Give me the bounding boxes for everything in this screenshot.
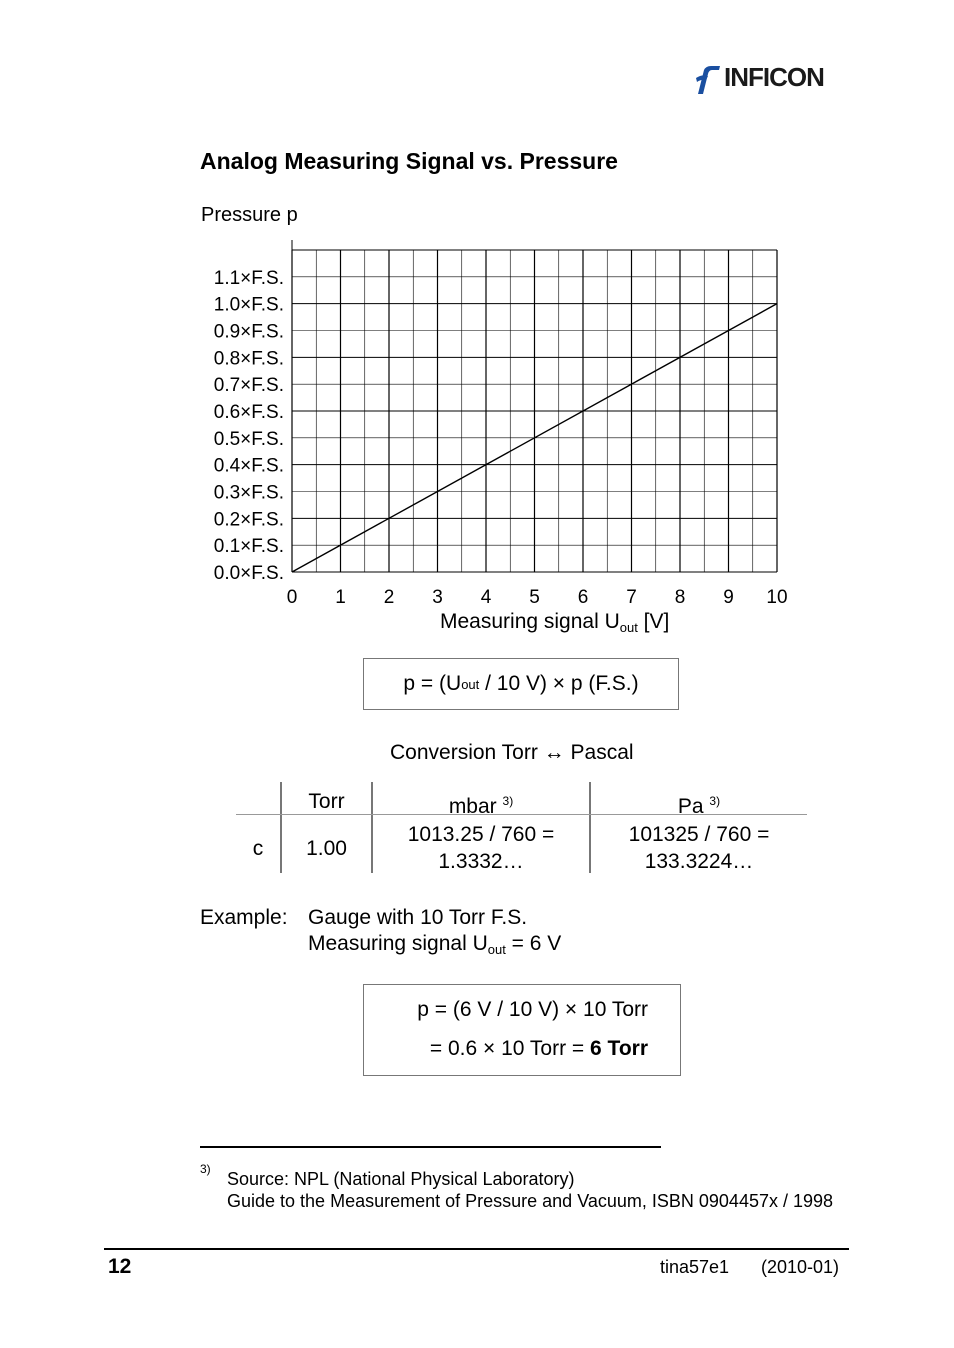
header-torr: Torr (308, 790, 345, 813)
x-tick-label: 9 (723, 587, 734, 608)
header-pa (591, 788, 807, 820)
mbar-line2: 1.3332… (438, 850, 524, 873)
header-pa-label: Pa (677, 795, 704, 818)
x-tick-label: 6 (577, 587, 589, 608)
y-tick-label: 0.9×F.S. (213, 321, 284, 343)
footer-rule (104, 1248, 849, 1250)
footnote-text (227, 1168, 837, 1212)
header-mbar (373, 788, 589, 820)
y-tick-label: 1.1×F.S. (213, 267, 284, 289)
formula-suffix: / 10 V) × p (F.S.) (479, 672, 639, 695)
header-mbar-label: mbar (448, 795, 497, 818)
y-tick-label: 0.5×F.S. (213, 428, 284, 450)
footnote-line2: Guide to the Measurement of Pressure and Vacuum, ISBN 0904457x / 1998 (227, 1191, 834, 1211)
footnote-line1: Source: NPL (National Physical Laboratory) (227, 1169, 575, 1189)
document-id: tina57e1 (660, 1257, 730, 1277)
y-tick-label: 0.7×F.S. (213, 375, 284, 397)
result-line1: p = (6 V / 10 V) × 10 Torr (417, 998, 648, 1021)
result-line2 (430, 1037, 648, 1061)
result-box (363, 984, 681, 1076)
conversion-title: Conversion Torr ↔ Pascal (390, 741, 634, 764)
x-title-main: Measuring signal U (440, 610, 620, 633)
mbar-value (373, 821, 589, 875)
example-line2-prefix: Measuring signal U (308, 932, 488, 955)
formula-prefix: p = (U (403, 672, 462, 695)
logo-text: INFICON (724, 62, 824, 92)
y-tick-label: 0.6×F.S. (213, 402, 284, 423)
y-tick-label: 0.0×F.S. (213, 563, 284, 584)
pa-line2: 133.3224… (644, 850, 754, 873)
section-title: Analog Measuring Signal vs. Pressure (200, 148, 618, 174)
formula-sub: out (461, 676, 480, 692)
result-line2-bold: 6 Torr (590, 1037, 648, 1060)
torr-value: 1.00 (306, 837, 347, 860)
example-line2-suffix: = 6 V (505, 932, 562, 955)
x-title-sub: out (619, 620, 638, 635)
y-tick-label: 0.3×F.S. (213, 482, 284, 504)
x-tick-label: 3 (432, 587, 443, 608)
x-tick-label: 5 (529, 587, 540, 608)
x-tick-label: 8 (674, 587, 686, 608)
header-pa-note: 3) (709, 794, 721, 808)
formula-box (363, 658, 679, 710)
pa-value (591, 821, 807, 875)
example-label: Example: (200, 906, 288, 929)
x-tick-label: 10 (766, 587, 788, 608)
example-line2-sub: out (487, 942, 506, 957)
y-tick-label: 0.4×F.S. (213, 455, 284, 477)
y-tick-label: 0.8×F.S. (213, 348, 284, 370)
example-line1: Gauge with 10 Torr F.S. (308, 906, 528, 929)
footnote-mark: 3) (200, 1162, 211, 1176)
row-label: c (252, 837, 264, 860)
mbar-line1: 1013.25 / 760 = (407, 823, 555, 846)
x-tick-label: 2 (383, 587, 395, 608)
chart-y-title: Pressure p (201, 204, 298, 226)
x-tick-label: 4 (480, 587, 492, 608)
document-date: (2010-01) (761, 1257, 840, 1277)
x-tick-label: 7 (626, 587, 637, 608)
result-line2-prefix: = 0.6 × 10 Torr = (429, 1037, 591, 1060)
y-tick-label: 1.0×F.S. (213, 294, 284, 316)
footnote-rule (200, 1146, 661, 1148)
pressure-chart (0, 0, 954, 650)
x-tick-label: 1 (335, 587, 346, 608)
x-title-unit: [V] (637, 610, 670, 633)
page-number: 12 (108, 1255, 132, 1278)
header-mbar-note: 3) (502, 794, 514, 808)
chart-x-title (440, 610, 669, 635)
y-tick-label: 0.2×F.S. (213, 509, 284, 531)
example-line2 (308, 932, 561, 957)
y-tick-label: 0.1×F.S. (213, 536, 284, 558)
pa-line1: 101325 / 760 = (628, 823, 770, 846)
x-tick-label: 0 (286, 587, 298, 608)
